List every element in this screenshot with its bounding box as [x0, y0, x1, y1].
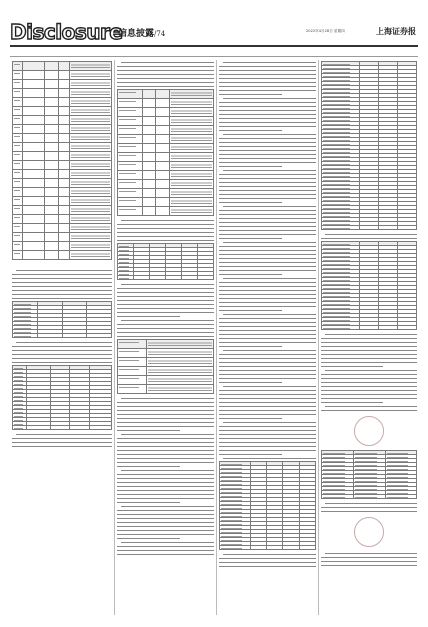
table-cell — [70, 251, 112, 260]
table-row — [13, 334, 112, 338]
table-cell — [22, 134, 44, 143]
table-cell — [156, 189, 169, 198]
table-cell — [118, 171, 143, 180]
table-cell — [13, 98, 23, 107]
table-cell — [169, 189, 213, 198]
table-row — [118, 376, 214, 385]
table-cell — [58, 233, 70, 242]
table-cell — [142, 90, 155, 99]
table-cell — [322, 326, 360, 330]
table-cell — [398, 226, 417, 230]
company-seal — [354, 416, 384, 446]
table-cell — [22, 215, 44, 224]
text-line — [117, 552, 214, 556]
page-number: /74 — [154, 30, 166, 38]
column-3 — [219, 60, 316, 615]
table-cell — [22, 197, 44, 206]
table-cell — [37, 334, 62, 338]
table-row — [118, 198, 214, 207]
table-cell — [58, 170, 70, 179]
table-cell — [398, 326, 417, 330]
table-cell — [146, 340, 213, 349]
table-cell — [322, 226, 360, 230]
text-line — [219, 564, 316, 568]
table-cell — [22, 161, 44, 170]
table-cell — [146, 385, 213, 394]
table-cell — [169, 198, 213, 207]
table-cell — [22, 125, 44, 134]
table-cell — [13, 116, 23, 125]
column-divider-3 — [318, 60, 319, 615]
table-row — [118, 108, 214, 117]
table-cell — [58, 161, 70, 170]
table-cell — [142, 207, 155, 216]
table-row — [118, 385, 214, 394]
table-cell — [58, 116, 70, 125]
table-cell — [142, 180, 155, 189]
table-cell — [198, 276, 214, 280]
table-row — [118, 162, 214, 171]
table-row — [13, 179, 112, 188]
table-cell — [118, 90, 143, 99]
text-line — [117, 84, 214, 88]
table-cell — [44, 197, 58, 206]
table-cell — [22, 251, 44, 260]
table-row — [13, 98, 112, 107]
table-cell — [118, 117, 143, 126]
table-cell — [156, 135, 169, 144]
table-row — [118, 126, 214, 135]
table-row — [118, 340, 214, 349]
text-line — [321, 236, 417, 240]
table-cell — [13, 233, 23, 242]
table-row — [118, 90, 214, 99]
table-cell — [44, 170, 58, 179]
brand-title: Disclosure — [10, 20, 123, 44]
table-cell — [44, 179, 58, 188]
text-line — [12, 360, 112, 364]
table-cell — [156, 99, 169, 108]
table-row — [118, 117, 214, 126]
table-cell — [70, 242, 112, 251]
table-cell — [70, 170, 112, 179]
data-table — [12, 301, 112, 338]
table-cell — [22, 62, 44, 71]
table-row — [118, 171, 214, 180]
table-cell — [142, 99, 155, 108]
table-cell — [13, 251, 23, 260]
table-cell — [62, 334, 87, 338]
data-table — [12, 61, 112, 260]
table-cell — [44, 62, 58, 71]
table-row — [13, 197, 112, 206]
table-cell — [58, 188, 70, 197]
table-cell — [169, 99, 213, 108]
table-cell — [70, 116, 112, 125]
table-cell — [58, 143, 70, 152]
table-cell — [134, 276, 150, 280]
text-line — [117, 238, 214, 242]
table-cell — [22, 152, 44, 161]
table-cell — [13, 215, 23, 224]
text-line — [321, 509, 417, 513]
data-table — [321, 61, 417, 230]
table-row — [13, 215, 112, 224]
table-cell — [156, 171, 169, 180]
table-row — [13, 242, 112, 251]
table-cell — [90, 426, 112, 430]
table-cell — [70, 233, 112, 242]
table-cell — [70, 179, 112, 188]
table-cell — [169, 180, 213, 189]
table-cell — [13, 170, 23, 179]
table-cell — [142, 171, 155, 180]
table-cell — [142, 198, 155, 207]
table-row — [13, 206, 112, 215]
data-table — [117, 243, 214, 280]
table-cell — [58, 125, 70, 134]
table-cell — [13, 197, 23, 206]
table-cell — [142, 108, 155, 117]
table-cell — [169, 108, 213, 117]
masthead — [10, 21, 418, 43]
text-line — [219, 456, 316, 460]
table-cell — [70, 89, 112, 98]
table-cell — [13, 152, 23, 161]
table-cell — [44, 152, 58, 161]
company-seal — [354, 517, 384, 547]
table-row — [13, 125, 112, 134]
table-cell — [44, 161, 58, 170]
table-cell — [13, 125, 23, 134]
table-row — [13, 170, 112, 179]
table-cell — [58, 80, 70, 89]
table-cell — [44, 98, 58, 107]
table-cell — [142, 153, 155, 162]
table-cell — [322, 495, 354, 499]
table-cell — [156, 144, 169, 153]
table-cell — [13, 426, 27, 430]
table-cell — [118, 108, 143, 117]
text-line — [12, 444, 112, 448]
table-cell — [13, 71, 23, 80]
table-cell — [13, 334, 38, 338]
table-cell — [44, 224, 58, 233]
data-table — [219, 461, 316, 550]
table-cell — [166, 276, 182, 280]
table-cell — [70, 152, 112, 161]
masthead-rule — [10, 45, 418, 47]
table-cell — [58, 179, 70, 188]
text-line — [321, 563, 417, 567]
table-cell — [58, 134, 70, 143]
table-cell — [13, 224, 23, 233]
table-cell — [142, 162, 155, 171]
table-cell — [169, 117, 213, 126]
table-row — [13, 134, 112, 143]
table-cell — [118, 385, 147, 394]
column-1 — [12, 60, 112, 615]
table-cell — [267, 546, 283, 550]
table-row — [118, 276, 214, 280]
table-cell — [44, 233, 58, 242]
table-cell — [354, 495, 385, 499]
table-row — [118, 135, 214, 144]
table-row — [13, 426, 112, 430]
table-cell — [58, 251, 70, 260]
table-cell — [250, 546, 266, 550]
table-cell — [118, 126, 143, 135]
table-cell — [360, 326, 379, 330]
table-row — [118, 180, 214, 189]
table-cell — [169, 171, 213, 180]
table-cell — [156, 180, 169, 189]
table-cell — [118, 276, 134, 280]
table-cell — [44, 125, 58, 134]
table-cell — [169, 90, 213, 99]
text-line — [12, 296, 112, 300]
table-cell — [118, 207, 143, 216]
table-cell — [70, 197, 112, 206]
table-cell — [70, 426, 90, 430]
table-cell — [146, 349, 213, 358]
table-cell — [146, 376, 213, 385]
table-cell — [299, 546, 315, 550]
table-cell — [44, 143, 58, 152]
table-cell — [44, 89, 58, 98]
table-cell — [44, 215, 58, 224]
table-cell — [58, 206, 70, 215]
table-cell — [22, 179, 44, 188]
table-row — [118, 153, 214, 162]
table-cell — [360, 226, 379, 230]
table-cell — [44, 134, 58, 143]
table-row — [118, 144, 214, 153]
table-cell — [70, 134, 112, 143]
table-cell — [22, 71, 44, 80]
table-row — [13, 143, 112, 152]
table-row — [13, 161, 112, 170]
table-row — [13, 71, 112, 80]
column-divider-1 — [114, 60, 115, 615]
table-cell — [44, 116, 58, 125]
table-cell — [156, 198, 169, 207]
table-row — [322, 326, 417, 330]
table-cell — [118, 376, 147, 385]
table-cell — [13, 62, 23, 71]
table-cell — [379, 326, 398, 330]
data-table — [117, 339, 214, 394]
table-cell — [156, 207, 169, 216]
table-cell — [22, 188, 44, 197]
table-cell — [169, 162, 213, 171]
table-cell — [385, 495, 416, 499]
table-cell — [13, 179, 23, 188]
table-cell — [156, 162, 169, 171]
table-cell — [118, 162, 143, 171]
table-cell — [13, 134, 23, 143]
table-cell — [13, 161, 23, 170]
column-4 — [321, 60, 417, 615]
table-cell — [70, 206, 112, 215]
table-cell — [58, 152, 70, 161]
table-cell — [70, 215, 112, 224]
table-cell — [22, 80, 44, 89]
table-row — [13, 80, 112, 89]
table-cell — [70, 188, 112, 197]
table-cell — [156, 90, 169, 99]
table-cell — [70, 80, 112, 89]
table-cell — [58, 107, 70, 116]
content-top-rule — [10, 56, 418, 57]
table-row — [322, 495, 417, 499]
table-row — [118, 358, 214, 367]
table-cell — [182, 276, 198, 280]
table-cell — [44, 206, 58, 215]
table-cell — [58, 224, 70, 233]
table-cell — [58, 89, 70, 98]
table-cell — [142, 126, 155, 135]
table-cell — [22, 170, 44, 179]
table-cell — [70, 107, 112, 116]
table-cell — [156, 117, 169, 126]
table-cell — [220, 546, 251, 550]
table-cell — [58, 98, 70, 107]
table-cell — [22, 143, 44, 152]
table-cell — [44, 188, 58, 197]
table-cell — [142, 189, 155, 198]
table-cell — [118, 153, 143, 162]
table-cell — [22, 224, 44, 233]
table-cell — [118, 189, 143, 198]
table-cell — [70, 62, 112, 71]
table-row — [13, 233, 112, 242]
text-line — [321, 408, 417, 412]
table-row — [13, 62, 112, 71]
table-row — [118, 189, 214, 198]
table-cell — [44, 107, 58, 116]
table-cell — [70, 143, 112, 152]
section-title — [118, 26, 165, 39]
table-cell — [58, 197, 70, 206]
table-cell — [44, 242, 58, 251]
data-table — [117, 89, 214, 216]
table-cell — [169, 126, 213, 135]
table-cell — [26, 426, 50, 430]
table-cell — [70, 98, 112, 107]
table-cell — [118, 367, 147, 376]
table-cell — [22, 98, 44, 107]
table-cell — [22, 233, 44, 242]
table-cell — [13, 242, 23, 251]
table-row — [13, 152, 112, 161]
paper-name: 上海证券报 — [376, 26, 416, 36]
table-cell — [87, 334, 112, 338]
table-cell — [156, 108, 169, 117]
table-cell — [13, 80, 23, 89]
table-cell — [118, 349, 147, 358]
table-cell — [44, 71, 58, 80]
table-cell — [44, 251, 58, 260]
table-cell — [58, 242, 70, 251]
data-table — [321, 241, 417, 330]
table-cell — [142, 144, 155, 153]
table-cell — [13, 143, 23, 152]
table-row — [13, 107, 112, 116]
table-row — [13, 188, 112, 197]
table-cell — [169, 153, 213, 162]
data-table — [321, 450, 417, 499]
table-row — [118, 367, 214, 376]
data-table — [12, 365, 112, 430]
table-cell — [22, 206, 44, 215]
table-cell — [44, 80, 58, 89]
column-divider-2 — [216, 60, 217, 615]
table-cell — [142, 135, 155, 144]
table-row — [13, 224, 112, 233]
table-cell — [118, 144, 143, 153]
text-line — [117, 334, 214, 338]
table-cell — [169, 135, 213, 144]
table-cell — [13, 206, 23, 215]
table-cell — [156, 126, 169, 135]
table-row — [13, 89, 112, 98]
table-cell — [142, 117, 155, 126]
table-cell — [58, 62, 70, 71]
table-cell — [156, 153, 169, 162]
table-cell — [169, 207, 213, 216]
table-cell — [146, 358, 213, 367]
table-row — [220, 546, 316, 550]
column-2 — [117, 60, 214, 615]
table-cell — [13, 107, 23, 116]
table-row — [13, 251, 112, 260]
table-cell — [169, 144, 213, 153]
table-cell — [50, 426, 70, 430]
table-row — [13, 116, 112, 125]
section-name: 信息披露 — [118, 29, 155, 39]
table-cell — [118, 358, 147, 367]
table-cell — [70, 71, 112, 80]
table-row — [118, 99, 214, 108]
table-cell — [58, 215, 70, 224]
table-cell — [70, 161, 112, 170]
table-row — [118, 349, 214, 358]
table-cell — [118, 99, 143, 108]
table-cell — [118, 198, 143, 207]
table-cell — [70, 224, 112, 233]
issue-date: 2022年4月28日 星期四 — [306, 29, 345, 33]
table-cell — [150, 276, 166, 280]
table-cell — [118, 135, 143, 144]
table-cell — [58, 71, 70, 80]
table-cell — [118, 340, 147, 349]
table-cell — [13, 89, 23, 98]
table-cell — [118, 180, 143, 189]
table-cell — [379, 226, 398, 230]
table-row — [118, 207, 214, 216]
table-row — [322, 226, 417, 230]
table-cell — [283, 546, 299, 550]
table-cell — [13, 188, 23, 197]
table-cell — [22, 107, 44, 116]
table-cell — [22, 242, 44, 251]
table-cell — [22, 116, 44, 125]
table-cell — [70, 125, 112, 134]
table-cell — [22, 89, 44, 98]
table-cell — [146, 367, 213, 376]
